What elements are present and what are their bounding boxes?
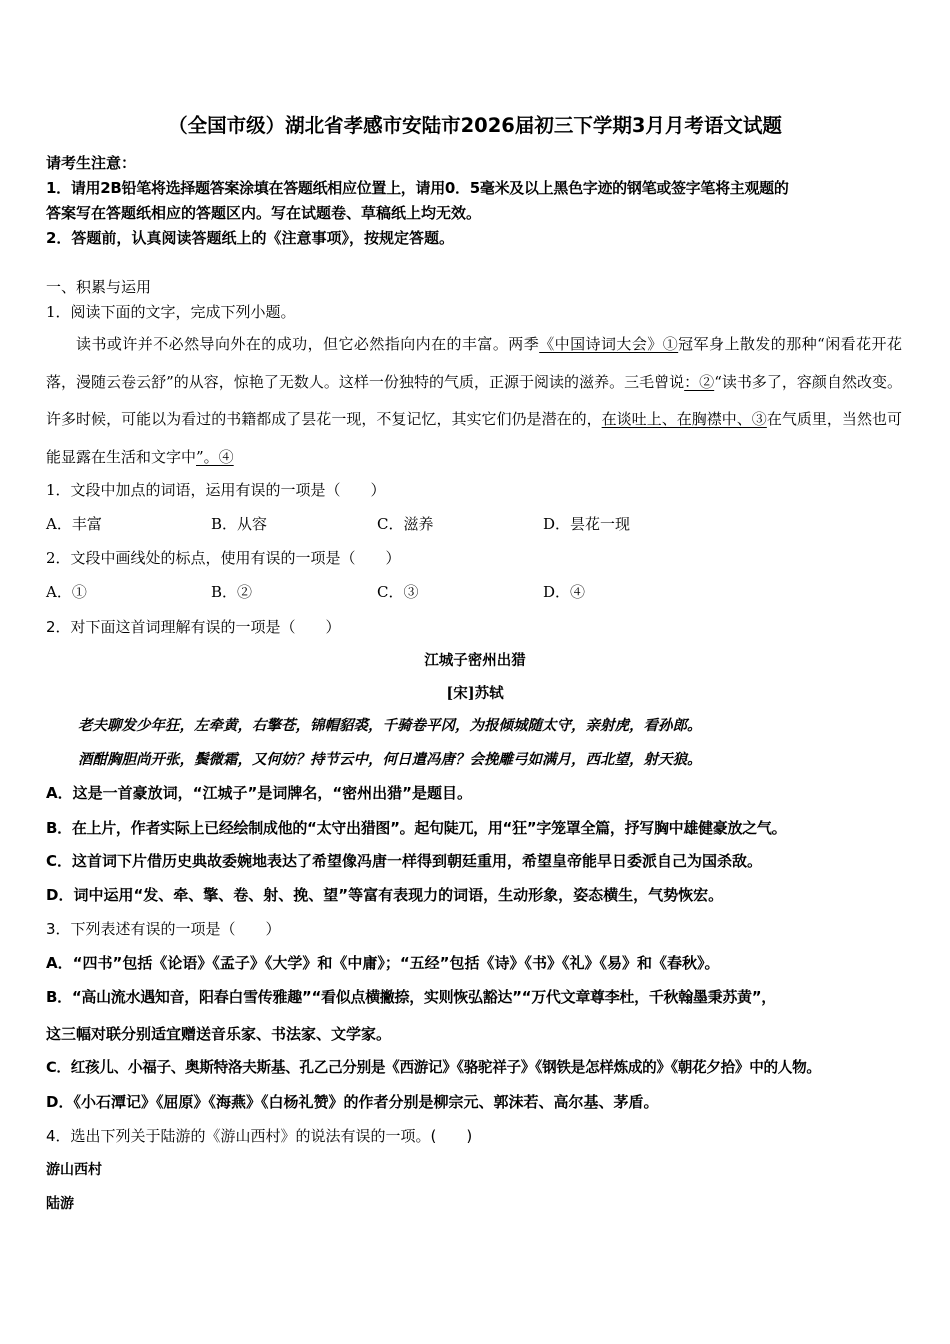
q2-poem-title: 江城子密州出猎 [424, 652, 526, 669]
q1-sub1-option-a: A．丰富 [46, 515, 102, 533]
q1-sub2-option-a: A．① [46, 583, 87, 601]
q1-stem: 1．阅读下面的文字，完成下列小题。 [46, 303, 296, 321]
q3-option-c: C．红孩儿、小福子、奥斯特洛夫斯基、孔乙己分别是《西游记》《骆驼祥子》《钢铁是怎样炼成的》《朝花夕拾》中的人物。 [46, 1059, 821, 1076]
passage-underline-3: 在谈吐上、在胸襟中、③ [601, 410, 767, 428]
q1-sub2-option-c: C．③ [377, 583, 419, 601]
q2-poem-line-1: 老夫聊发少年狂，左牵黄，右擎苍，锦帽貂裘，千骑卷平冈，为报倾城随太守，亲射虎，看孙郎。 [78, 717, 702, 734]
q1-sub1-option-c: C．滋养 [377, 515, 434, 533]
q4-poem-title: 游山西村 [46, 1162, 102, 1178]
notice-item-2: 2．答题前，认真阅读答题纸上的《注意事项》，按规定答题。 [46, 229, 454, 247]
passage-underline-1: 《中国诗词大会》① [539, 335, 679, 353]
q2-poem-author: [宋]苏轼 [446, 685, 504, 702]
page-title: （全国市级）湖北省孝感市安陆市2026届初三下学期3月月考语文试题 [168, 114, 782, 137]
passage-underline-4: ”。④ [196, 447, 234, 466]
q1-sub1-option-d: D．昙花一现 [543, 515, 631, 533]
notice-item-1-cont: 答案写在答题纸相应的答题区内。写在试题卷、草稿纸上均无效。 [46, 204, 482, 222]
q2-option-d: D．词中运用“发、牵、擎、卷、射、挽、望”等富有表现力的词语，生动形象，姿态横生，气势恢宏。 [46, 886, 724, 904]
q4-poem-author: 陆游 [46, 1196, 74, 1212]
q4-stem: 4．选出下列关于陆游的《游山西村》的说法有误的一项。( ) [46, 1127, 473, 1145]
passage-text-2: 冠军身上散发的那种“闲看花开花落，漫随云卷云舒”的从容，惊艳了无数人。这样一份独特的气质，正源于阅读的滋养。三毛曾说 [46, 335, 902, 391]
q1-sub2-option-b: B．② [211, 583, 253, 601]
q3-option-d: D．《小石潭记》《屈原》《海燕》《白杨礼赞》的作者分别是柳宗元、郭沫若、高尔基、茅盾。 [46, 1093, 659, 1111]
q2-option-a: A．这是一首豪放词，“江城子”是词牌名，“密州出猎”是题目。 [46, 784, 473, 802]
passage-text-1: 读书或许并不必然导向外在的成功，但它必然指向内在的丰富。两季 [76, 335, 540, 353]
passage-text-3: “读书多了，容颜自然改变。许多时候，可能以为看过的书籍都成了昙花一现，不复记忆，其实它们仍是潜在的， [46, 372, 902, 428]
reading-passage [46, 326, 902, 476]
q2-poem-line-2: 酒酣胸胆尚开张，鬓微霜，又何妨？持节云中，何日遣冯唐？会挽雕弓如满月，西北望，射天狼。 [78, 751, 702, 768]
q1-sub2-option-d: D．④ [543, 583, 586, 601]
q2-option-b: B．在上片，作者实际上已经绘制成他的“太守出猎图”。起句陡兀，用“狂”字笼罩全篇，抒写胸中雄健豪放之气。 [46, 819, 787, 837]
q2-option-c: C．这首词下片借历史典故委婉地表达了希望像冯唐一样得到朝廷重用，希望皇帝能早日委派自己为国杀敌。 [46, 852, 763, 870]
q2-stem: 2．对下面这首词理解有误的一项是（ ） [46, 618, 341, 636]
q1-sub2-stem: 2．文段中画线处的标点，使用有误的一项是（ ） [46, 549, 401, 567]
notice-item-1: 1．请用2B铅笔将选择题答案涂填在答题纸相应位置上，请用0．5毫米及以上黑色字迹的钢笔或签字笔将主观题的 [46, 179, 789, 197]
q1-sub1-option-b: B．从容 [211, 515, 268, 533]
notice-heading: 请考生注意： [46, 154, 137, 172]
q3-stem: 3．下列表述有误的一项是（ ） [46, 920, 281, 938]
q3-option-b-cont: 这三幅对联分别适宜赠送音乐家、书法家、文学家。 [46, 1025, 392, 1043]
passage-underline-2: ：② [684, 372, 715, 391]
q1-sub1-stem: 1．文段中加点的词语，运用有误的一项是（ ） [46, 481, 386, 499]
passage-text-4: 在气质里，当然也可能显露在生活和文字中 [46, 410, 902, 466]
section-heading: 一、积累与运用 [46, 278, 152, 296]
q3-option-a: A．“四书”包括《论语》《孟子》《大学》和《中庸》；“五经”包括《诗》《书》《礼》《易》和《春秋》。 [46, 954, 720, 972]
q3-option-b: B．“高山流水遇知音，阳春白雪传雅趣”“看似点横撇捺，实则恢弘豁达”“万代文章尊李杜，千秋翰墨秉苏黄”， [46, 988, 776, 1006]
